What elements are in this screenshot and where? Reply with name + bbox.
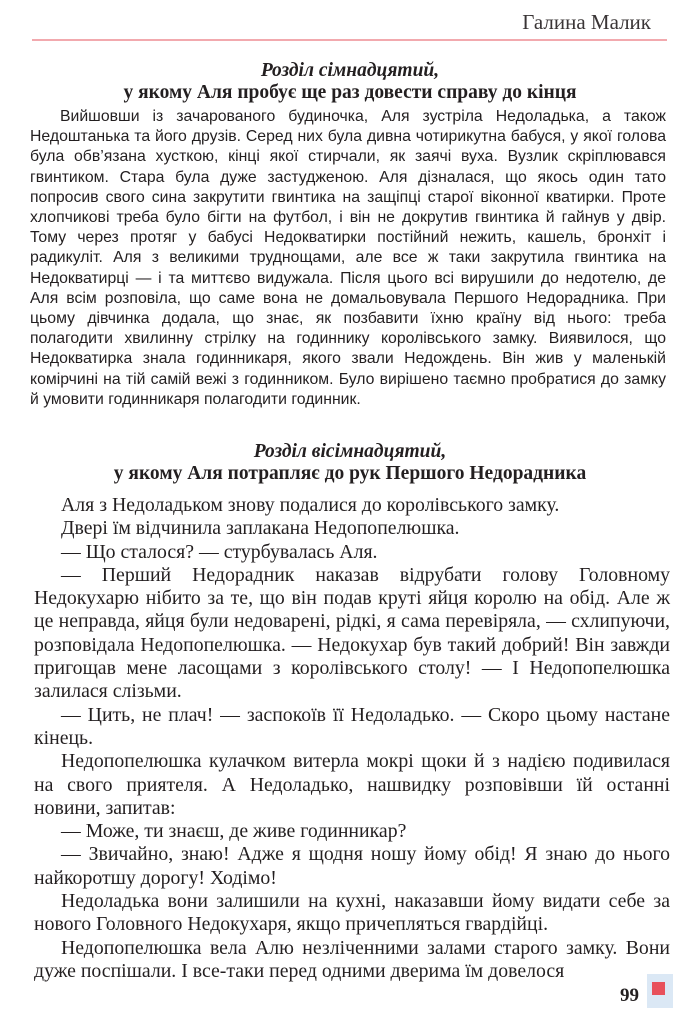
header-rule: [32, 39, 667, 41]
chapter-17-heading: [32, 60, 668, 104]
chapter-17-title: Розділ сімнадцятий,: [260, 60, 440, 81]
paragraph: Двері їм відчинила заплакана Недопопелюшка.: [61, 517, 460, 540]
paragraph: — Що сталося? — стурбувалась Аля.: [61, 540, 378, 563]
paragraph: Недоладька вони залишили на кухні, наказавши йому видати себе за нового Головного Недокухаря, якщо причепляться гвардійці.: [34, 890, 670, 936]
paragraph: — Цить, не плач! — заспокоїв її Недоладько. — Скоро цьому настане кінець.: [34, 703, 670, 749]
paragraph: Недопопелюшка кулачком витерла мокрі щоки й з надією подивилася на свого приятеля. А Недоладько, нашвидку розповівши їй останні новини, запитав:: [34, 750, 670, 819]
chapter-17-summary: Вийшовши із зачарованого будиночка, Аля зустріла Недоладька, а також Недоштанька та його друзів. Серед них була дивна чотирикутна бабуся, у якої голова була обв’язана хусткою, кінці якої стирчали, як заячі вуха. Вузлик скріплювався гвинтиком. Стара була дуже застудженою. Аля дізналася, що якось один тато попросив свого сина закрутити гвинтика на защіпці старої віконної кватирки. Проте хлопчикові треба було бігти на футбол, і він не докрутив гвинтика й гайнув у двір. Тому через протяг у бабусі Недокватирки постійний нежить, кашель, бронхіт і радикуліт. Аля з великими труднощами, але все ж таки закрутила гвинтика на Недокватирці — і та миттєво видужала. Після цього всі вирушили до недотелю, де Аля всім розповіла, що саме вона не домальовувала Першого Недорадника. При цьому дівчинка додала, що знає, як позбавити їхню країну від нього: треба полагодити хвилинну стрілку на годиннику королівського замку. Виявилося, що Недокватирка знала годинникаря, якого звали Недождень. Він жив у маленькій комірчині на тій самій вежі з годинником. Було вирішено таємно пробратися до замку й умовити годинникаря полагодити годинник.: [30, 108, 666, 408]
page-number: 99: [620, 985, 639, 1006]
paragraph: Недопопелюшка вела Алю незліченними залами старого замку. Вони дуже поспішали. І все-таки перед одними дверима їм довелося: [34, 936, 670, 982]
paragraph: Аля з Недоладьком знову подалися до королівського замку.: [61, 494, 560, 516]
chapter-17-subtitle: у якому Аля пробує ще раз довести справу до кінця: [123, 82, 577, 103]
corner-decoration-icon: [647, 974, 673, 1008]
paragraph: — Може, ти знаєш, де живе годинникар?: [61, 820, 407, 843]
paragraph: — Перший Недорадник наказав відрубати голову Головному Недокухарю нібито за те, що він подав круті яйця королю на обід. Але ж це неправда, яйця були недоварені, рідкі, я сама перевіряла, — схлипуючи, розповідала Недопопелюшка. — Недокухар був такий добрий! Він завжди пригощав мене ласощами з королівського столу! — І Недопопелюшка залилася слізьми.: [34, 563, 670, 703]
chapter-18-body: [34, 494, 670, 983]
running-head: Галина Малик: [522, 10, 651, 34]
chapter-18-heading: [32, 441, 668, 485]
paragraph: — Звичайно, знаю! Адже я щодня ношу йому обід! Я знаю до нього найкоротшу дорогу! Ходімо!: [34, 843, 670, 889]
chapter-18-title: Розділ вісімнадцятий,: [253, 441, 447, 462]
chapter-18-subtitle: у якому Аля потрапляє до рук Першого Недорадника: [113, 463, 587, 484]
